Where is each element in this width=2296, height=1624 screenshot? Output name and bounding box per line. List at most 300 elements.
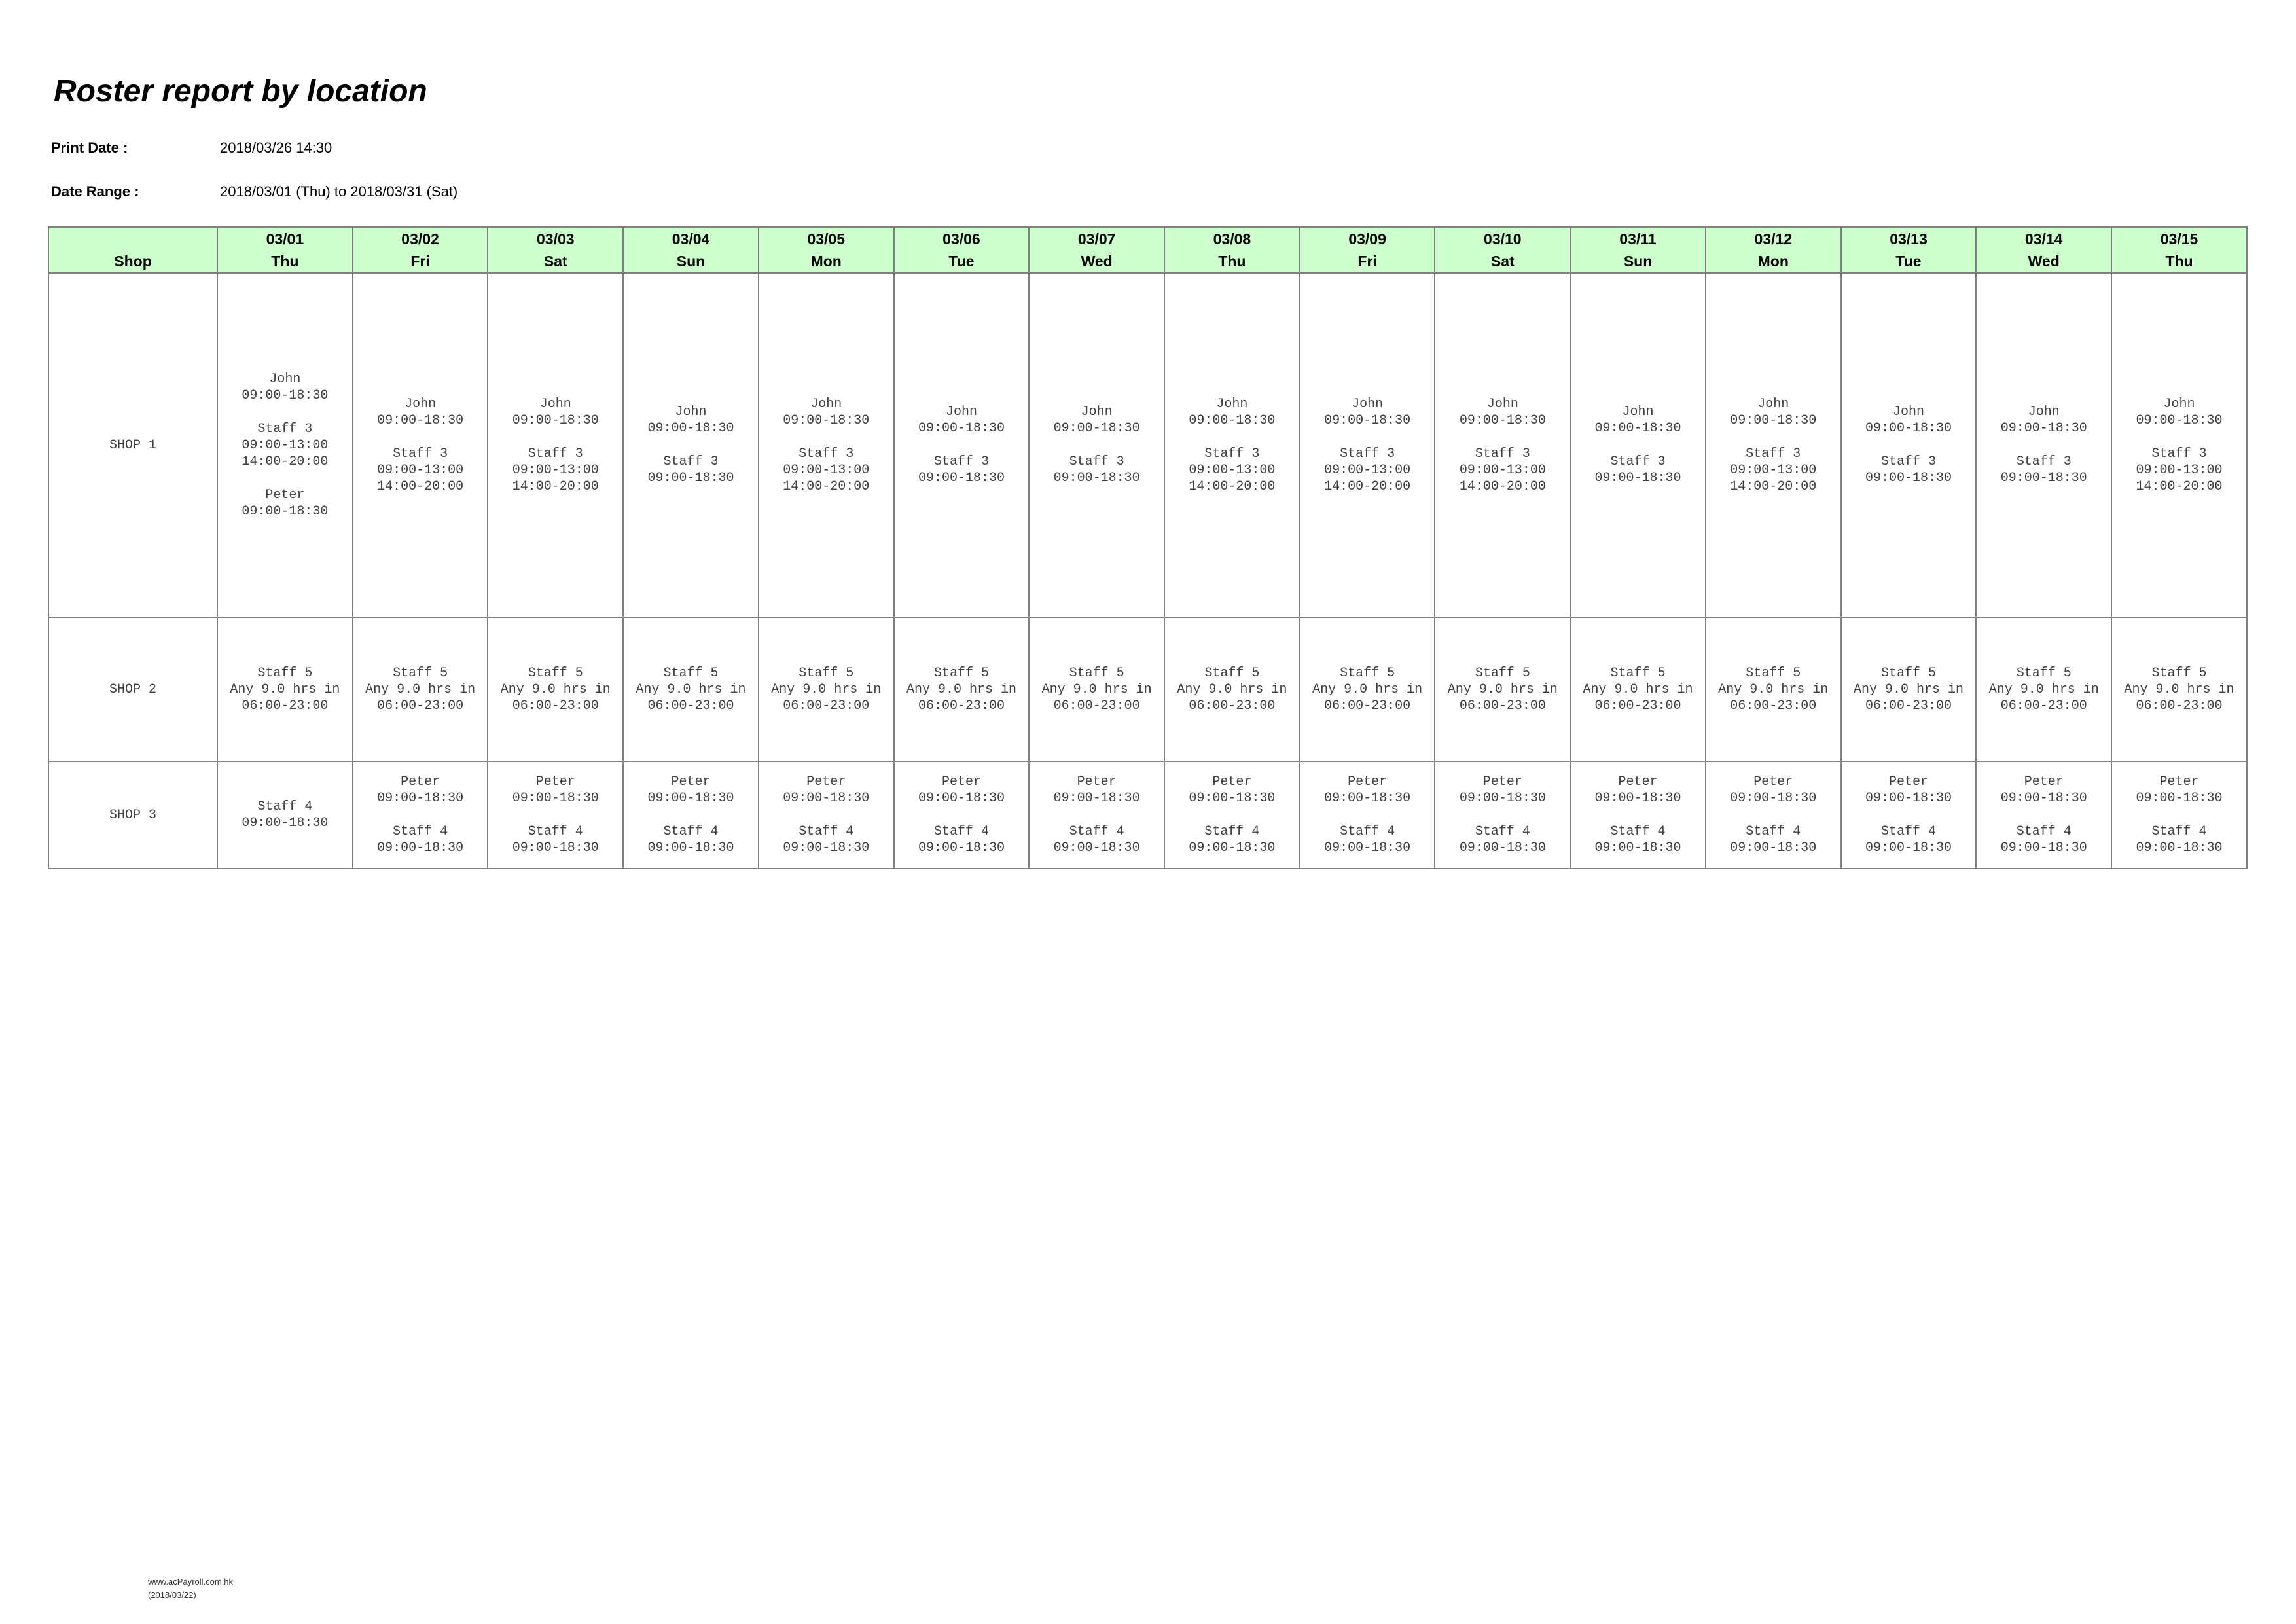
shift-time: Any 9.0 hrs in bbox=[365, 681, 476, 697]
staff-name: Staff 4 bbox=[1204, 824, 1260, 839]
shift-time: 09:00-18:30 bbox=[512, 840, 599, 856]
roster-cell bbox=[1570, 761, 1706, 869]
shift-time: 09:00-18:30 bbox=[1053, 791, 1140, 806]
staff-name: John bbox=[1757, 396, 1789, 412]
shift-time: 09:00-18:30 bbox=[647, 421, 734, 436]
shift-entry bbox=[2112, 665, 2246, 714]
roster-cell bbox=[623, 273, 759, 617]
staff-name: Staff 4 bbox=[2151, 824, 2207, 839]
roster-cell bbox=[894, 273, 1030, 617]
shift-time: 09:00-18:30 bbox=[2000, 840, 2087, 856]
roster-cell bbox=[353, 761, 488, 869]
shift-entry bbox=[1706, 823, 1840, 856]
shift-time: 06:00-23:00 bbox=[2136, 698, 2223, 713]
staff-name: John bbox=[1622, 405, 1654, 420]
shift-time: 06:00-23:00 bbox=[1865, 698, 1952, 713]
footer bbox=[148, 1576, 233, 1602]
shift-time: 09:00-18:30 bbox=[647, 471, 734, 486]
shift-time: 09:00-18:30 bbox=[783, 412, 870, 428]
shift-time: 09:00-18:30 bbox=[512, 791, 599, 806]
staff-name: John bbox=[1081, 405, 1113, 420]
shift-entry bbox=[1842, 774, 1976, 806]
day-column-header bbox=[1029, 227, 1164, 273]
day-of-week: Fri bbox=[1357, 253, 1377, 270]
shift-time: 09:00-18:30 bbox=[1730, 791, 1817, 806]
shift-entry bbox=[1842, 823, 1976, 856]
shift-entry bbox=[1977, 404, 2111, 437]
staff-name: Staff 4 bbox=[528, 824, 583, 839]
staff-name: Peter bbox=[671, 774, 711, 789]
shift-time: 09:00-18:30 bbox=[242, 388, 329, 403]
day-column-header bbox=[1706, 227, 1841, 273]
shift-time: 09:00-18:30 bbox=[1594, 840, 1681, 856]
shift-entry bbox=[1977, 665, 2111, 714]
day-of-week: Thu bbox=[1218, 253, 1246, 270]
shift-entry bbox=[1165, 823, 1299, 856]
shift-time: 09:00-18:30 bbox=[1053, 471, 1140, 486]
shift-entry bbox=[1842, 404, 1976, 437]
day-date: 03/07 bbox=[1077, 230, 1116, 247]
shift-entry bbox=[1977, 454, 2111, 486]
staff-name: Staff 5 bbox=[1610, 665, 1666, 681]
day-column-header bbox=[623, 227, 759, 273]
shift-time: 09:00-18:30 bbox=[1865, 840, 1952, 856]
day-column-header bbox=[353, 227, 488, 273]
staff-name: Peter bbox=[1753, 774, 1793, 789]
roster-table bbox=[48, 226, 2248, 869]
shop-row bbox=[48, 273, 2247, 617]
roster-cell bbox=[1976, 761, 2111, 869]
shift-time: 09:00-18:30 bbox=[1865, 791, 1952, 806]
staff-name: Staff 3 bbox=[257, 421, 313, 437]
day-of-week: Wed bbox=[1081, 253, 1113, 270]
shift-entry bbox=[1165, 665, 1299, 714]
shift-time: 09:00-13:00 bbox=[242, 437, 329, 453]
staff-name: Peter bbox=[1348, 774, 1388, 789]
shift-time: 09:00-18:30 bbox=[1594, 791, 1681, 806]
shift-time: 09:00-18:30 bbox=[2136, 412, 2223, 428]
shift-entry bbox=[1030, 404, 1164, 437]
shift-time: 06:00-23:00 bbox=[377, 698, 464, 713]
day-date: 03/02 bbox=[401, 230, 439, 247]
staff-name: Staff 5 bbox=[528, 665, 583, 681]
shift-time: 06:00-23:00 bbox=[783, 698, 870, 713]
staff-name: Staff 5 bbox=[1746, 665, 1801, 681]
staff-name: John bbox=[1352, 396, 1384, 412]
staff-name: Peter bbox=[941, 774, 981, 789]
roster-cell bbox=[217, 761, 353, 869]
shift-time: 09:00-18:30 bbox=[1459, 791, 1546, 806]
day-column-header bbox=[1164, 227, 1300, 273]
shift-time: 09:00-18:30 bbox=[918, 840, 1005, 856]
shift-time: 06:00-23:00 bbox=[1459, 698, 1546, 713]
roster-cell bbox=[1706, 617, 1841, 761]
roster-cell bbox=[1300, 761, 1435, 869]
shop-row bbox=[48, 761, 2247, 869]
roster-cell bbox=[353, 617, 488, 761]
shift-time: Any 9.0 hrs in bbox=[500, 681, 611, 697]
shift-time: Any 9.0 hrs in bbox=[1718, 681, 1829, 697]
shift-time: 09:00-18:30 bbox=[512, 412, 599, 428]
shift-entry bbox=[2112, 774, 2246, 806]
shift-time: 09:00-18:30 bbox=[918, 791, 1005, 806]
shift-entry bbox=[488, 774, 622, 806]
shift-time: Any 9.0 hrs in bbox=[1853, 681, 1964, 697]
header-row bbox=[48, 227, 2247, 273]
shift-time: 09:00-13:00 bbox=[1730, 462, 1817, 478]
roster-cell bbox=[894, 761, 1030, 869]
shift-entry bbox=[1571, 823, 1705, 856]
shift-entry bbox=[624, 774, 758, 806]
staff-name: Staff 3 bbox=[1880, 454, 1936, 469]
shift-time: 09:00-18:30 bbox=[2136, 791, 2223, 806]
staff-name: Staff 5 bbox=[2151, 665, 2207, 681]
shift-time: Any 9.0 hrs in bbox=[1447, 681, 1558, 697]
day-of-week: Sun bbox=[676, 253, 706, 270]
staff-name: John bbox=[1216, 396, 1248, 412]
shift-entry bbox=[488, 665, 622, 714]
shift-time: 09:00-18:30 bbox=[1594, 421, 1681, 436]
shift-time: 09:00-18:30 bbox=[2136, 840, 2223, 856]
shift-time: 09:00-18:30 bbox=[1459, 412, 1546, 428]
day-column-header bbox=[2111, 227, 2247, 273]
shift-time: 14:00-20:00 bbox=[2136, 478, 2223, 494]
day-date: 03/06 bbox=[942, 230, 980, 247]
staff-name: Staff 4 bbox=[1475, 824, 1530, 839]
shift-entry bbox=[759, 446, 893, 495]
roster-cell bbox=[1841, 761, 1977, 869]
shift-time: 14:00-20:00 bbox=[512, 478, 599, 494]
staff-name: Staff 3 bbox=[1610, 454, 1666, 469]
roster-cell bbox=[1570, 617, 1706, 761]
roster-cell bbox=[759, 273, 894, 617]
staff-name: Staff 3 bbox=[1475, 446, 1530, 461]
staff-name: John bbox=[675, 405, 707, 420]
roster-cell bbox=[1029, 273, 1164, 617]
shift-entry bbox=[624, 823, 758, 856]
shift-entry bbox=[1300, 665, 1435, 714]
roster-cell bbox=[1976, 617, 2111, 761]
shift-entry bbox=[1300, 774, 1435, 806]
day-of-week: Thu bbox=[271, 253, 299, 270]
shift-entry bbox=[895, 774, 1029, 806]
staff-name: Staff 4 bbox=[393, 824, 448, 839]
staff-name: John bbox=[945, 405, 977, 420]
shop-row bbox=[48, 617, 2247, 761]
shop-column-header: Shop bbox=[48, 227, 217, 273]
date-range-label: Date Range : bbox=[51, 183, 139, 200]
shift-time: Any 9.0 hrs in bbox=[906, 681, 1016, 697]
staff-name: John bbox=[1892, 405, 1924, 420]
shift-time: 14:00-20:00 bbox=[1730, 478, 1817, 494]
day-column-header bbox=[1435, 227, 1570, 273]
day-date: 03/14 bbox=[2024, 230, 2063, 247]
shift-time: Any 9.0 hrs in bbox=[771, 681, 882, 697]
staff-name: Staff 3 bbox=[2151, 446, 2207, 461]
staff-name: Staff 3 bbox=[2016, 454, 2072, 469]
roster-cell bbox=[1841, 273, 1977, 617]
staff-name: Staff 5 bbox=[1880, 665, 1936, 681]
staff-name: John bbox=[539, 396, 571, 412]
roster-cell bbox=[488, 273, 623, 617]
roster-cell bbox=[488, 761, 623, 869]
shift-time: 09:00-13:00 bbox=[1189, 462, 1276, 478]
day-of-week: Thu bbox=[2165, 253, 2193, 270]
shift-entry bbox=[1977, 774, 2111, 806]
shift-time: 06:00-23:00 bbox=[512, 698, 599, 713]
staff-name: Peter bbox=[1212, 774, 1252, 789]
shop-name: SHOP 2 bbox=[48, 617, 217, 761]
roster-cell bbox=[623, 761, 759, 869]
roster-cell bbox=[1164, 761, 1300, 869]
shift-entry bbox=[624, 404, 758, 437]
shift-entry bbox=[1435, 823, 1570, 856]
day-of-week: Sat bbox=[1490, 253, 1515, 270]
day-of-week: Wed bbox=[2028, 253, 2060, 270]
day-column-header bbox=[759, 227, 894, 273]
shift-time: 09:00-18:30 bbox=[377, 840, 464, 856]
staff-name: Staff 3 bbox=[528, 446, 583, 461]
staff-name: Staff 4 bbox=[933, 824, 989, 839]
shift-entry bbox=[1571, 404, 1705, 437]
shift-entry bbox=[895, 823, 1029, 856]
shift-entry bbox=[1435, 774, 1570, 806]
shift-time: 09:00-18:30 bbox=[2000, 471, 2087, 486]
shift-entry bbox=[1030, 665, 1164, 714]
staff-name: Staff 5 bbox=[1069, 665, 1124, 681]
shift-time: 09:00-18:30 bbox=[1189, 412, 1276, 428]
roster-cell bbox=[2111, 273, 2247, 617]
staff-name: Staff 4 bbox=[1340, 824, 1395, 839]
roster-cell bbox=[1300, 273, 1435, 617]
day-date: 03/12 bbox=[1754, 230, 1793, 247]
shift-time: 09:00-13:00 bbox=[783, 462, 870, 478]
shift-time: 09:00-18:30 bbox=[1324, 840, 1411, 856]
shift-time: 09:00-18:30 bbox=[2000, 791, 2087, 806]
staff-name: Peter bbox=[1888, 774, 1928, 789]
shift-entry bbox=[1706, 446, 1840, 495]
shift-time: 14:00-20:00 bbox=[1324, 478, 1411, 494]
shift-time: Any 9.0 hrs in bbox=[636, 681, 746, 697]
shift-entry bbox=[218, 421, 352, 470]
shop-name: SHOP 1 bbox=[48, 273, 217, 617]
shift-time: 09:00-18:30 bbox=[1189, 840, 1276, 856]
shift-entry bbox=[353, 823, 488, 856]
shift-time: 06:00-23:00 bbox=[1594, 698, 1681, 713]
roster-cell bbox=[1300, 617, 1435, 761]
shift-time: 14:00-20:00 bbox=[242, 454, 329, 469]
day-date: 03/10 bbox=[1484, 230, 1522, 247]
day-of-week: Mon bbox=[1757, 253, 1789, 270]
shift-entry bbox=[218, 371, 352, 404]
staff-name: John bbox=[2028, 405, 2060, 420]
roster-cell bbox=[1029, 761, 1164, 869]
shift-entry bbox=[1300, 446, 1435, 495]
shift-time: 14:00-20:00 bbox=[1189, 478, 1276, 494]
footer-version: (2018/03/22) bbox=[148, 1590, 196, 1600]
shift-time: 09:00-18:30 bbox=[647, 791, 734, 806]
staff-name: John bbox=[1486, 396, 1518, 412]
shift-entry bbox=[1571, 774, 1705, 806]
shift-entry bbox=[759, 823, 893, 856]
shift-entry bbox=[1435, 446, 1570, 495]
roster-cell bbox=[1570, 273, 1706, 617]
shift-entry bbox=[218, 487, 352, 520]
shift-entry bbox=[488, 446, 622, 495]
staff-name: Peter bbox=[265, 487, 305, 503]
shift-entry bbox=[353, 396, 488, 429]
roster-cell bbox=[759, 617, 894, 761]
roster-cell bbox=[353, 273, 488, 617]
shift-time: 09:00-18:30 bbox=[242, 503, 329, 519]
staff-name: Peter bbox=[535, 774, 575, 789]
shift-entry bbox=[1842, 665, 1976, 714]
shift-entry bbox=[1165, 446, 1299, 495]
shift-entry bbox=[895, 454, 1029, 486]
roster-cell bbox=[1164, 273, 1300, 617]
staff-name: Staff 5 bbox=[393, 665, 448, 681]
shift-entry bbox=[1977, 823, 2111, 856]
staff-name: Staff 4 bbox=[257, 799, 313, 814]
shift-time: 09:00-18:30 bbox=[242, 816, 329, 831]
day-column-header bbox=[217, 227, 353, 273]
shift-entry bbox=[1571, 454, 1705, 486]
shift-time: 09:00-18:30 bbox=[377, 791, 464, 806]
shift-time: 09:00-13:00 bbox=[2136, 462, 2223, 478]
day-of-week: Sun bbox=[1623, 253, 1653, 270]
shift-time: 06:00-23:00 bbox=[242, 698, 329, 713]
staff-name: John bbox=[2163, 396, 2195, 412]
shift-time: 09:00-13:00 bbox=[1459, 462, 1546, 478]
staff-name: Staff 4 bbox=[2016, 824, 2072, 839]
shift-entry bbox=[759, 396, 893, 429]
shift-time: 06:00-23:00 bbox=[1053, 698, 1140, 713]
shift-time: 09:00-18:30 bbox=[377, 412, 464, 428]
staff-name: Staff 3 bbox=[393, 446, 448, 461]
staff-name: Staff 5 bbox=[2016, 665, 2072, 681]
shift-time: 09:00-18:30 bbox=[647, 840, 734, 856]
staff-name: Peter bbox=[1482, 774, 1522, 789]
shift-time: 09:00-18:30 bbox=[1730, 840, 1817, 856]
shift-entry bbox=[1030, 823, 1164, 856]
shift-time: Any 9.0 hrs in bbox=[1177, 681, 1287, 697]
shift-entry bbox=[1706, 774, 1840, 806]
shift-time: Any 9.0 hrs in bbox=[1583, 681, 1693, 697]
staff-name: Staff 3 bbox=[798, 446, 854, 461]
shift-entry bbox=[1030, 774, 1164, 806]
shop-name: SHOP 3 bbox=[48, 761, 217, 869]
shift-time: 09:00-18:30 bbox=[1459, 840, 1546, 856]
day-date: 03/15 bbox=[2160, 230, 2198, 247]
shift-time: 14:00-20:00 bbox=[783, 478, 870, 494]
shift-time: Any 9.0 hrs in bbox=[1988, 681, 2099, 697]
shift-entry bbox=[1571, 665, 1705, 714]
footer-site: www.acPayroll.com.hk bbox=[148, 1577, 234, 1587]
staff-name: Peter bbox=[1618, 774, 1658, 789]
day-date: 03/11 bbox=[1619, 230, 1657, 247]
staff-name: Staff 4 bbox=[663, 824, 719, 839]
shift-time: 09:00-18:30 bbox=[1053, 840, 1140, 856]
day-date: 03/09 bbox=[1348, 230, 1386, 247]
day-column-header bbox=[1300, 227, 1435, 273]
roster-cell bbox=[759, 761, 894, 869]
shift-time: 09:00-18:30 bbox=[918, 471, 1005, 486]
shift-time: 09:00-18:30 bbox=[1189, 791, 1276, 806]
date-range-value: 2018/03/01 (Thu) to 2018/03/31 (Sat) bbox=[220, 183, 458, 200]
shift-entry bbox=[353, 665, 488, 714]
shift-time: 06:00-23:00 bbox=[647, 698, 734, 713]
day-column-header bbox=[488, 227, 623, 273]
day-of-week: Tue bbox=[1895, 253, 1922, 270]
shift-time: 09:00-18:30 bbox=[918, 421, 1005, 436]
staff-name: Staff 4 bbox=[1746, 824, 1801, 839]
roster-cell bbox=[1841, 617, 1977, 761]
shift-time: 09:00-18:30 bbox=[1053, 421, 1140, 436]
roster-cell bbox=[1706, 761, 1841, 869]
day-column-header bbox=[1841, 227, 1977, 273]
staff-name: Staff 3 bbox=[1204, 446, 1260, 461]
roster-cell bbox=[894, 617, 1030, 761]
shift-time: 14:00-20:00 bbox=[377, 478, 464, 494]
roster-cell bbox=[217, 273, 353, 617]
staff-name: Staff 3 bbox=[933, 454, 989, 469]
staff-name: Staff 3 bbox=[663, 454, 719, 469]
shift-entry bbox=[1165, 396, 1299, 429]
shift-entry bbox=[1706, 396, 1840, 429]
shift-entry bbox=[218, 799, 352, 831]
print-date-label: Print Date : bbox=[51, 139, 128, 156]
roster-cell bbox=[623, 617, 759, 761]
day-date: 03/01 bbox=[266, 230, 304, 247]
day-column-header bbox=[1976, 227, 2111, 273]
shift-entry bbox=[353, 774, 488, 806]
day-date: 03/05 bbox=[807, 230, 846, 247]
shift-entry bbox=[1300, 823, 1435, 856]
shift-entry bbox=[488, 823, 622, 856]
day-column-header bbox=[894, 227, 1030, 273]
staff-name: Staff 4 bbox=[1880, 824, 1936, 839]
staff-name: Peter bbox=[1077, 774, 1117, 789]
staff-name: Staff 5 bbox=[663, 665, 719, 681]
shift-entry bbox=[1435, 665, 1570, 714]
shift-time: Any 9.0 hrs in bbox=[2124, 681, 2234, 697]
shift-entry bbox=[353, 446, 488, 495]
shift-entry bbox=[1706, 665, 1840, 714]
staff-name: John bbox=[269, 371, 301, 387]
shift-entry bbox=[1030, 454, 1164, 486]
shift-time: 14:00-20:00 bbox=[1459, 478, 1546, 494]
shift-entry bbox=[1300, 396, 1435, 429]
shift-entry bbox=[2112, 446, 2246, 495]
staff-name: Peter bbox=[2159, 774, 2199, 789]
shift-time: 06:00-23:00 bbox=[1189, 698, 1276, 713]
shift-time: 06:00-23:00 bbox=[2000, 698, 2087, 713]
shift-time: 06:00-23:00 bbox=[918, 698, 1005, 713]
shift-entry bbox=[624, 665, 758, 714]
day-of-week: Tue bbox=[948, 253, 975, 270]
shift-entry bbox=[2112, 823, 2246, 856]
staff-name: Peter bbox=[806, 774, 846, 789]
shift-time: 09:00-18:30 bbox=[1324, 412, 1411, 428]
day-column-header bbox=[1570, 227, 1706, 273]
staff-name: Staff 5 bbox=[798, 665, 854, 681]
shift-entry bbox=[895, 665, 1029, 714]
staff-name: Staff 4 bbox=[1610, 824, 1666, 839]
day-date: 03/13 bbox=[1890, 230, 1928, 247]
shift-time: 06:00-23:00 bbox=[1730, 698, 1817, 713]
staff-name: Peter bbox=[401, 774, 440, 789]
roster-cell bbox=[2111, 617, 2247, 761]
